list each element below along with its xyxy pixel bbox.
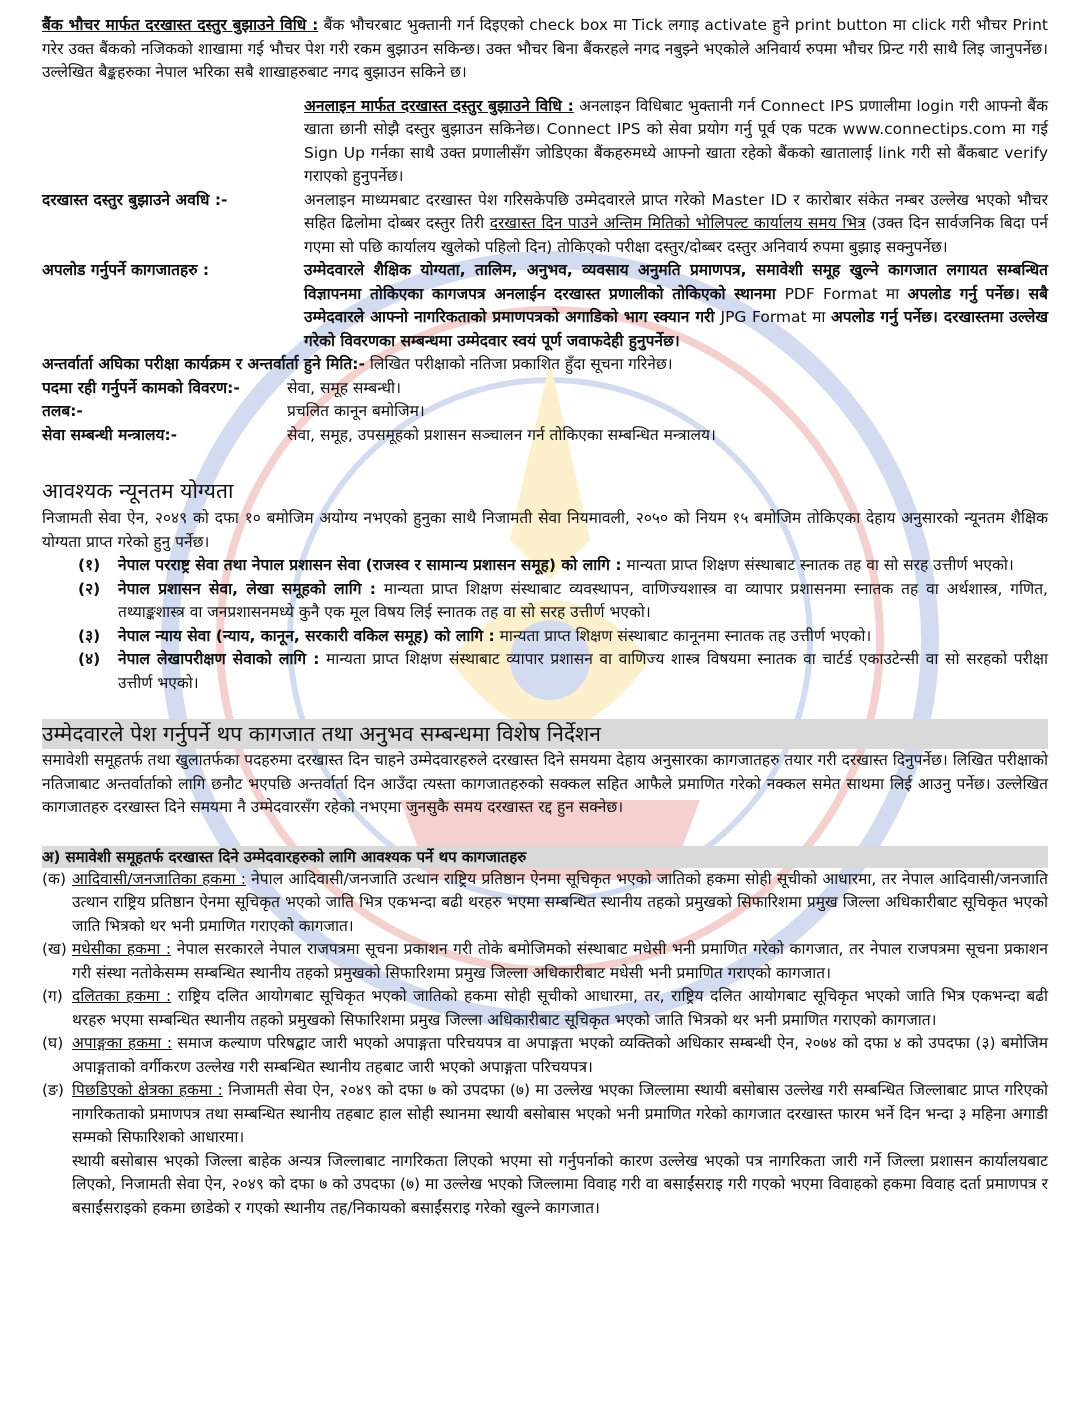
qualification-intro: निजामती सेवा ऐन, २०४९ को दफा १० बमोजिम अयोग्य नभएको हुनुका साथै निजामती सेवा नियमावली, २०५० को नियम १५ बमोजिम तोकिएका देहाय अनुसारको न्यूनतम शैक्षिक योग्यता प्राप्त गरेको हुनु पर्नेछ। bbox=[42, 509, 1048, 551]
fee-deadline-text-b: (उक्त दिन सार्वजनिक बिदा पर्न गएमा सो पछि कार्यालय खुलेको पहिलो दिन) तोकिएको परीक्षा दस्तुर/दोब्बर दस्तुर अनिवार्य रुपमा बुझाइ सक्नुपर्नेछ। bbox=[304, 214, 1048, 256]
job-desc-row bbox=[42, 377, 1048, 401]
item-heading: आदिवासी/जनजातिका हकमा : bbox=[72, 869, 246, 888]
inclusive-doc-item bbox=[42, 1032, 1048, 1079]
item-text: नेपाल आदिवासी/जनजाति उत्थान राष्ट्रिय प्रतिष्ठान ऐनमा सूचिकृत भएको जातिको हकमा सोही सूचीको आधारमा, तर नेपाल आदिवासी/जनजाति उत्थान राष्ट्रिय प्रतिष्ठान ऐनमा सूचिकृत भएको जाति भित्र एकभन्दा बढी थरहरु भएमा सम्बन्धित स्थानीय तहको प्रमुखको सिफारिशमा प्रमुख जिल्ला अधिकारीबाट सूचिकृत भएको जाति भित्रको थर भनी प्रमाणित गराएको कागजात। bbox=[72, 869, 1048, 935]
ministry-text: सेवा, समूह, उपसमूहको प्रशासन सञ्चालन गर्न तोकिएका सम्बन्धित मन्त्रालय। bbox=[287, 425, 716, 444]
fee-deadline-row bbox=[42, 189, 1048, 260]
item-heading: नेपाल प्रशासन सेवा, लेखा समूहको लागि : bbox=[118, 579, 376, 598]
item-heading: अपाङ्गका हकमा : bbox=[72, 1034, 173, 1052]
item-text: समाज कल्याण परिषद्बाट जारी भएको अपाङ्गता परिचयपत्र वा अपाङ्गता भएको व्यक्तिको अधिकार सम्बन्धी ऐन, २०७४ को दफा ४ को उपदफा (३) बमोजिम अपाङ्गताको वर्गीकरण उल्लेख गरी सम्बन्धित स्थानीय तहबाट जारी भएको अपाङ्गता परिचयपत्र। bbox=[72, 1034, 1049, 1076]
upload-docs-label: अपलोड गर्नुपर्ने कागजातहरु : bbox=[42, 261, 210, 279]
item-text: राष्ट्रिय दलित आयोगबाट सूचिकृत भएको जातिको हकमा सोही सूचीको आधारमा, तर, राष्ट्रिय दलित आयोगबाट सूचिकृत भएको जाति भित्र एकभन्दा बढी थरहरु भएमा सम्बन्धित स्थानीय तहको प्रमुखको सिफारिशमा प्रमुख जिल्ला अधिकारीबाट सूचिकृत भएको जाति भित्रको थर भनी प्रमाणित गराएको कागजात। bbox=[72, 987, 1048, 1029]
online-payment-section bbox=[304, 95, 1048, 189]
inclusive-doc-item bbox=[42, 938, 1048, 985]
upload-docs-jpg: JPG Format मा bbox=[720, 308, 831, 326]
upload-docs-p1: उम्मेदवारले शैक्षिक योग्यता, तालिम, अनुभव, व्यवसाय अनुमति प्रमाणपत्र, समावेशी समूह खुल्ने कागजात लगायत सम्बन्धित विज्ञापनमा तोकिएका कागजपत्र अनलाईन दरखास्त प्रणालीको तोकिएको स्थानमा bbox=[304, 261, 1048, 303]
item-text: मान्यता प्राप्त शिक्षण संस्थाबाट स्नातक तह वा सो सरह उत्तीर्ण भएको। bbox=[621, 556, 1014, 574]
qualification-title: आवश्यक न्यूनतम योग्यता bbox=[42, 479, 234, 503]
inclusive-docs-list bbox=[42, 868, 1048, 1221]
item-heading: दलितका हकमा : bbox=[72, 987, 172, 1005]
inclusive-doc-item bbox=[42, 868, 1048, 939]
item-number: (३) bbox=[78, 626, 101, 645]
bank-voucher-heading: बैंक भौचर मार्फत दरखास्त दस्तुर बुझाउने विधि : bbox=[42, 16, 319, 34]
item-letter: (घ) bbox=[42, 1034, 64, 1052]
inclusive-doc-item bbox=[42, 985, 1048, 1032]
inclusive-docs-subbanner: अ) समावेशी समूहतर्फ दरखास्त दिने उम्मेदवारहरुको लागि आवश्यक पर्ने थप कागजातहरु bbox=[42, 846, 1048, 868]
upload-docs-p5: अपलोड गर्नु पर्नेछ। दरखास्तमा उल्लेख गरेको विवरणका सम्बन्धमा उम्मेदवार स्वयं पूर्ण जवाफदेही हुनुपर्नेछ। bbox=[304, 308, 1049, 350]
fee-deadline-label: दरखास्त दस्तुर बुझाउने अवधि :- bbox=[42, 190, 228, 209]
inclusive-doc-tail-text: स्थायी बसोबास भएको जिल्ला बाहेक अन्यत्र जिल्लाबाट नागरिकता लिएको भएमा सो गर्नुपर्नाको कारण उल्लेख भएको पत्र नागरिकता जारी गर्ने जिल्ला प्रशासन कार्यालयबाट लिएको, निजामती सेवा ऐन, २०४९ को दफा ७ को उपदफा (७) मा उल्लेख भएको जिल्लामा विवाह गरी वा बसाईंसराइ गरी गएको भएमा विवाहको हकमा विवाह दर्ता प्रमाणपत्र र बसाईंसराइको हकमा छाडेको र गएको स्थानीय तह/निकायको बसाईंसराइ गरेको खुल्ने कागजात। bbox=[72, 1151, 1048, 1217]
qualification-item bbox=[78, 625, 1048, 649]
bank-voucher-section bbox=[42, 14, 1048, 85]
special-intro: समावेशी समूहतर्फ तथा खुलातर्फका पदहरुमा दरखास्त दिन चाहने उम्मेदवारहरुले दरखास्त दिने समयमा देहाय अनुसारका कागजातहरु तयार गरी दरखास्त दिनुपर्नेछ। लिखित परीक्षाको नतिजाबाट अन्तर्वार्ताको लागि छनौट भएपछि अन्तर्वार्ता दिन आउँदा त्यस्ता कागजातहरुको सक्कल सहित आफैले प्रमाणित गरेको नक्कल समेत साथमा लिई आउनु पर्नेछ। उल्लेखित कागजातहरु दरखास्त दिने समयमा नै उम्मेदवारसँग रहेको नभएमा जुनसुकै समय दरखास्त रद्द हुन सक्नेछ। bbox=[42, 751, 1048, 816]
item-letter: (ङ) bbox=[42, 1081, 64, 1099]
salary-label: तलब:- bbox=[42, 402, 83, 420]
online-payment-body: अनलाइन विधिबाट भुक्तानी गर्न Connect IPS प्रणालीमा login गरी आफ्नो बैंक खाता छानी सोझै दस्तुर बुझाउन सकिनेछ। Connect IPS को सेवा प्रयोग गर्नु पूर्व एक पटक www.connectips.com मा गई Sign Up गर्नका साथै उक्त प्रणालीसँग जोडिएका बैंकहरुमध्ये आफ्नो खाता रहेको बैंकको खातालाई link गरी सो बैंकबाट verify गराएको हुनुपर्नेछ। bbox=[304, 96, 1049, 185]
item-text: निजामती सेवा ऐन, २०४९ को दफा ७ को उपदफा (७) मा उल्लेख भएका जिल्लामा स्थायी बसोबास उल्लेख गरी सम्बन्धित जिल्लाबाट प्राप्त गरिएको नागरिकताको प्रमाणपत्र तथा सम्बन्धित स्थानीय तहबाट हाल सोही स्थानमा स्थायी बसोबास भएको भनी प्रमाणित गरेको कागजात दरखास्त फारम भर्ने दिन भन्दा ३ महिना अगाडी सम्मको सिफारिशको आधारमा। bbox=[72, 1081, 1048, 1146]
job-desc-label: पदमा रही गर्नुपर्ने कामको विवरण:- bbox=[42, 378, 240, 397]
qualification-item bbox=[78, 554, 1048, 578]
qualification-item bbox=[78, 578, 1048, 625]
item-letter: (क) bbox=[42, 869, 66, 888]
item-number: (४) bbox=[78, 650, 101, 668]
ministry-label: सेवा सम्बन्धी मन्त्रालय:- bbox=[42, 425, 178, 444]
online-payment-heading: अनलाइन मार्फत दरखास्त दस्तुर बुझाउने विधि : bbox=[304, 96, 574, 115]
item-text: मान्यता प्राप्त शिक्षण संस्थाबाट कानूनमा स्नातक तह उत्तीर्ण भएको। bbox=[494, 626, 872, 645]
qualification-item bbox=[78, 648, 1048, 695]
interview-label: अन्तर्वार्ता अघिका परीक्षा कार्यक्रम र अन्तर्वार्ता हुने मिति:- bbox=[42, 355, 365, 373]
item-heading: मधेसीका हकमा : bbox=[72, 940, 172, 958]
job-desc-text: सेवा, समूह सम्बन्धी। bbox=[287, 378, 401, 397]
fee-deadline-text-a: अनलाइन माध्यमबाट दरखास्त पेश गरिसकेपछि उम्मेदवारले प्राप्त गरेको Master ID र कारोबार संकेत नम्बर उल्लेख भएको भौचर सहित ढिलोमा दोब्बर दस्तुर तिरी bbox=[304, 190, 1048, 232]
item-letter: (ख) bbox=[42, 940, 67, 958]
upload-docs-pdf: PDF Format मा bbox=[784, 284, 908, 303]
ministry-row bbox=[42, 424, 1048, 448]
item-number: (२) bbox=[78, 579, 101, 598]
upload-docs-p3: अपलोड गर्नु पर्नेछ। सबै उम्मेदवारले आफ्नो नागरिकताको प्रमाणपत्रको अगाडिको भाग स्क्यान गरी bbox=[304, 284, 1048, 326]
inclusive-doc-item bbox=[42, 1079, 1048, 1150]
item-letter: (ग) bbox=[42, 987, 63, 1005]
item-text: मान्यता प्राप्त शिक्षण संस्थाबाट व्यापार प्रशासन वा वाणिज्य शास्त्र विषयमा स्नातक वा चार्टर्ड एकाउटेन्सी वा सो सरहको परीक्षा उत्तीर्ण भएको। bbox=[118, 650, 1048, 692]
item-number: (१) bbox=[78, 556, 101, 574]
salary-row bbox=[42, 400, 1048, 424]
qualification-list bbox=[78, 554, 1048, 695]
interview-text: लिखित परीक्षाको नतिजा प्रकाशित हुँदा सूचना गरिनेछ। bbox=[364, 355, 673, 373]
interview-row bbox=[42, 353, 1048, 377]
item-heading: नेपाल परराष्ट्र सेवा तथा नेपाल प्रशासन सेवा (राजस्व र सामान्य प्रशासन समूह) को लागि : bbox=[118, 556, 622, 574]
item-heading: पिछडिएको क्षेत्रका हकमा : bbox=[72, 1081, 223, 1099]
item-text: मान्यता प्राप्त शिक्षण संस्थाबाट व्यवस्थापन, वाणिज्यशास्त्र वा व्यापार प्रशासनमा स्नातक तह वा अर्थशास्त्र, गणित, तथ्याङ्कशास्त्र वा जनप्रशासनमध्ये कुनै एक मूल विषय लिई स्नातक तह वा सो सरह उत्तीर्ण भएको। bbox=[118, 579, 1048, 621]
fee-deadline-text bbox=[304, 189, 1048, 260]
special-instructions-banner: उम्मेदवारले पेश गर्नुपर्ने थप कागजात तथा अनुभव सम्बन्धमा विशेष निर्देशन bbox=[42, 719, 1048, 749]
upload-docs-row bbox=[42, 259, 1048, 353]
bank-voucher-body: बैंक भौचरबाट भुक्तानी गर्न दिइएको check box मा Tick लगाइ activate हुने print button मा click गरी भौचर Print गरेर उक्त बैंकको नजिकको शाखामा गई भौचर पेश गरी रकम बुझाउन सकिन्छ। उक्त भौचर बिना बैंकरहले नगद नबुझ्ने भएकोले अनिवार्य रुपमा भौचर प्रिन्ट गरी साथै लिइ जानुपर्नेछ। उल्लेखित बैङ्कहरुका नेपाल भरिका सबै शाखाहरुबाट नगद बुझाउन सकिने छ। bbox=[42, 16, 1049, 81]
item-heading: नेपाल न्याय सेवा (न्याय, कानून, सरकारी वकिल समूह) को लागि : bbox=[118, 626, 495, 645]
fee-deadline-underlined: दरखास्त दिन पाउने अन्तिम मितिको भोलिपल्ट कार्यालय समय भित्र bbox=[489, 214, 866, 232]
inclusive-doc-tail bbox=[42, 1150, 1048, 1221]
item-heading: नेपाल लेखापरीक्षण सेवाको लागि : bbox=[118, 650, 320, 668]
upload-docs-text bbox=[304, 259, 1048, 353]
item-text: नेपाल सरकारले नेपाल राजपत्रमा सूचना प्रकाशन गरी तोके बमोजिमको संस्थाबाट मधेसी भनी प्रमाणित गरेको कागजात, तर नेपाल राजपत्रमा सूचना प्रकाशन गरी संस्था नतोकेसम्म सम्बन्धित स्थानीय तहको प्रमुखको सिफारिशमा प्रमुख जिल्ला अधिकारीबाट मधेसी भनी प्रमाणित गराएको कागजात। bbox=[72, 940, 1048, 982]
salary-text: प्रचलित कानून बमोजिम। bbox=[287, 402, 425, 420]
